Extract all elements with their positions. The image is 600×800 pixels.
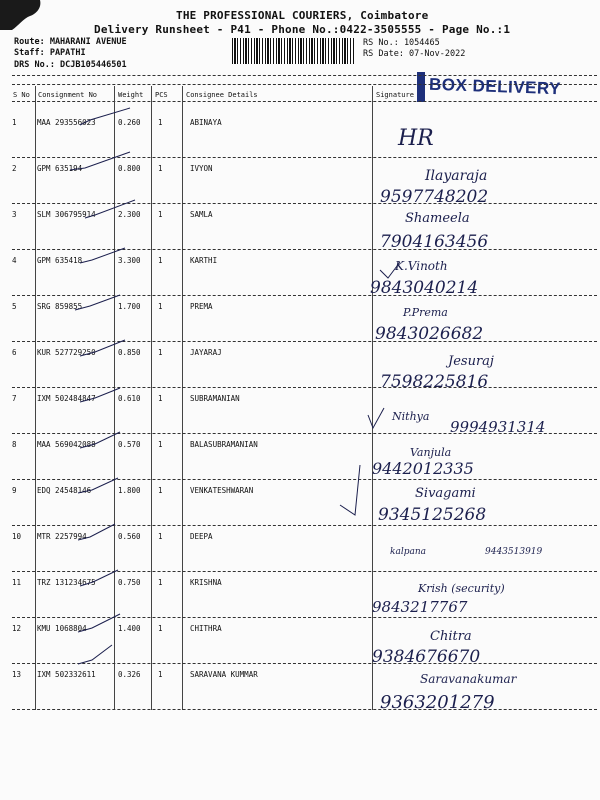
- row-separator: [12, 525, 597, 526]
- route-label: Route: MAHARANI AVENUE: [14, 37, 127, 47]
- stamp-bar: [417, 72, 425, 102]
- row-pcs: 1: [158, 348, 163, 357]
- row-pcs: 1: [158, 624, 163, 633]
- row-pcs: 1: [158, 670, 163, 679]
- row-consignment: MAA 293556023: [37, 118, 96, 127]
- row-consignee: IVYON: [190, 164, 213, 173]
- row-consignment: KMU 1068804: [37, 624, 87, 633]
- row-consignment: IXM 502332611: [37, 670, 96, 679]
- ink-blot: [0, 0, 44, 30]
- row-consignment: MTR 2257994: [37, 532, 87, 541]
- signature-name: Shameela: [405, 211, 470, 226]
- row-separator: [12, 295, 597, 296]
- row-sno: 1: [12, 118, 17, 127]
- table-row: [0, 164, 600, 208]
- row-sno: 3: [12, 210, 17, 219]
- row-separator: [12, 571, 597, 572]
- row-separator: [12, 433, 597, 434]
- table-row: [0, 486, 600, 530]
- row-consignment: TRZ 131234675: [37, 578, 96, 587]
- row-pcs: 1: [158, 486, 163, 495]
- stamp-text: BOX DELIVERY: [428, 74, 562, 99]
- table-row: [0, 348, 600, 392]
- signature-phone: 7598225816: [380, 372, 489, 392]
- row-consignee: VENKATESHWARAN: [190, 486, 254, 495]
- row-consignee: PREMA: [190, 302, 213, 311]
- row-separator: [12, 249, 597, 250]
- row-pcs: 1: [158, 210, 163, 219]
- row-separator: [12, 663, 597, 664]
- row-separator: [12, 341, 597, 342]
- row-consignment: MAA 569042088: [37, 440, 96, 449]
- staff-label: Staff: PAPATHI: [14, 48, 86, 58]
- row-weight: 0.610: [118, 394, 141, 403]
- row-weight: 0.750: [118, 578, 141, 587]
- row-separator: [12, 203, 597, 204]
- row-consignee: ABINAYA: [190, 118, 222, 127]
- col-pcs: PCS: [155, 91, 168, 99]
- row-separator: [12, 617, 597, 618]
- row-consignment: IXM 502484847: [37, 394, 96, 403]
- col-consignee: Consignee Details: [186, 91, 258, 99]
- table-row: [0, 578, 600, 622]
- row-pcs: 1: [158, 440, 163, 449]
- row-consignee: SAMLA: [190, 210, 213, 219]
- row-consignment: KUR 527729250: [37, 348, 96, 357]
- table-row: [0, 670, 600, 714]
- row-sno: 10: [12, 532, 22, 541]
- row-pcs: 1: [158, 578, 163, 587]
- row-consignee: JAYARAJ: [190, 348, 222, 357]
- row-pcs: 1: [158, 532, 163, 541]
- signature-name: K.Vinoth: [395, 259, 448, 273]
- signature-phone: 9843026682: [375, 324, 484, 344]
- barcode: [232, 38, 354, 64]
- table-row: [0, 256, 600, 300]
- row-pcs: 1: [158, 256, 163, 265]
- signature-name: Ilayaraja: [425, 168, 488, 184]
- signature-phone: 9345125268: [378, 505, 487, 525]
- signature-name: Krish (security): [418, 582, 505, 595]
- row-consignment: EDQ 24548146: [37, 486, 92, 495]
- row-weight: 1.700: [118, 302, 141, 311]
- table-row: [0, 118, 600, 162]
- row-sno: 7: [12, 394, 17, 403]
- header-rule: [12, 75, 597, 76]
- signature-name: HR: [398, 126, 434, 151]
- signature-name: Sivagami: [415, 486, 476, 501]
- row-separator: [12, 479, 597, 480]
- signature-phone: 9597748202: [380, 187, 489, 207]
- row-consignment: SLM 306795914: [37, 210, 96, 219]
- col-signature: Signature: [376, 91, 414, 99]
- row-weight: 2.300: [118, 210, 141, 219]
- row-weight: 0.326: [118, 670, 141, 679]
- row-sno: 12: [12, 624, 22, 633]
- row-sno: 4: [12, 256, 17, 265]
- rs-date: RS Date: 07-Nov-2022: [363, 49, 466, 59]
- table-row: [0, 394, 600, 438]
- signature-phone: 9994931314: [450, 418, 546, 436]
- row-weight: 1.400: [118, 624, 141, 633]
- row-weight: 0.570: [118, 440, 141, 449]
- row-consignee: SUBRAMANIAN: [190, 394, 240, 403]
- col-weight: Weight: [118, 91, 144, 99]
- row-consignee: BALASUBRAMANIAN: [190, 440, 258, 449]
- signature-phone: 9384676670: [372, 647, 481, 667]
- signature-phone: 9442012335: [372, 459, 474, 478]
- table-row: [0, 440, 600, 484]
- table-row: [0, 210, 600, 254]
- row-consignment: SRG 859855: [37, 302, 83, 311]
- signature-name: Jesuraj: [448, 354, 494, 369]
- drs-number: DRS No.: DCJB105446501: [14, 60, 127, 70]
- box-delivery-stamp: [417, 72, 567, 104]
- signature-phone: 9363201279: [380, 692, 495, 713]
- row-consignment: GPM 635418: [37, 256, 83, 265]
- signature-phone: 7904163456: [380, 232, 489, 252]
- row-weight: 1.800: [118, 486, 141, 495]
- header-rule: [12, 84, 597, 85]
- row-sno: 5: [12, 302, 17, 311]
- row-sno: 2: [12, 164, 17, 173]
- rs-number: RS No.: 1054465: [363, 38, 440, 48]
- row-pcs: 1: [158, 164, 163, 173]
- row-consignee: SARAVANA KUMMAR: [190, 670, 258, 679]
- table-row: [0, 624, 600, 668]
- row-sno: 9: [12, 486, 17, 495]
- signature-name: Saravanakumar: [420, 672, 517, 686]
- signature-phone: 9843217767: [372, 598, 468, 616]
- row-pcs: 1: [158, 394, 163, 403]
- row-pcs: 1: [158, 118, 163, 127]
- row-pcs: 1: [158, 302, 163, 311]
- signature-name: kalpana: [390, 547, 426, 557]
- row-separator: [12, 157, 597, 158]
- row-consignee: KRISHNA: [190, 578, 222, 587]
- signature-name: Chitra: [430, 629, 472, 644]
- row-weight: 3.300: [118, 256, 141, 265]
- row-weight: 0.560: [118, 532, 141, 541]
- row-weight: 0.850: [118, 348, 141, 357]
- table-row: [0, 532, 600, 576]
- signature-name: Vanjula: [410, 446, 452, 459]
- signature-name: P.Prema: [403, 306, 448, 319]
- table-row: [0, 302, 600, 346]
- row-separator: [12, 709, 597, 710]
- col-sno: S No: [13, 91, 30, 99]
- row-sno: 6: [12, 348, 17, 357]
- row-sno: 8: [12, 440, 17, 449]
- col-consignment: Consignment No: [38, 91, 98, 99]
- signature-phone: 9443513919: [485, 547, 543, 557]
- row-separator: [12, 387, 597, 388]
- row-weight: 0.260: [118, 118, 141, 127]
- header-rule: [12, 101, 597, 102]
- row-consignee: KARTHI: [190, 256, 218, 265]
- row-weight: 0.800: [118, 164, 141, 173]
- row-consignee: DEEPA: [190, 532, 213, 541]
- row-consignee: CHITHRA: [190, 624, 222, 633]
- row-sno: 13: [12, 670, 22, 679]
- company-title: THE PROFESSIONAL COURIERS, Coimbatore: [176, 9, 429, 22]
- row-consignment: GPM 635194: [37, 164, 83, 173]
- signature-phone: 9843040214: [370, 278, 479, 298]
- row-sno: 11: [12, 578, 22, 587]
- runsheet-title: Delivery Runsheet - P41 - Phone No.:0422-3505555 - Page No.:1: [94, 23, 511, 36]
- signature-name: Nithya: [392, 410, 430, 423]
